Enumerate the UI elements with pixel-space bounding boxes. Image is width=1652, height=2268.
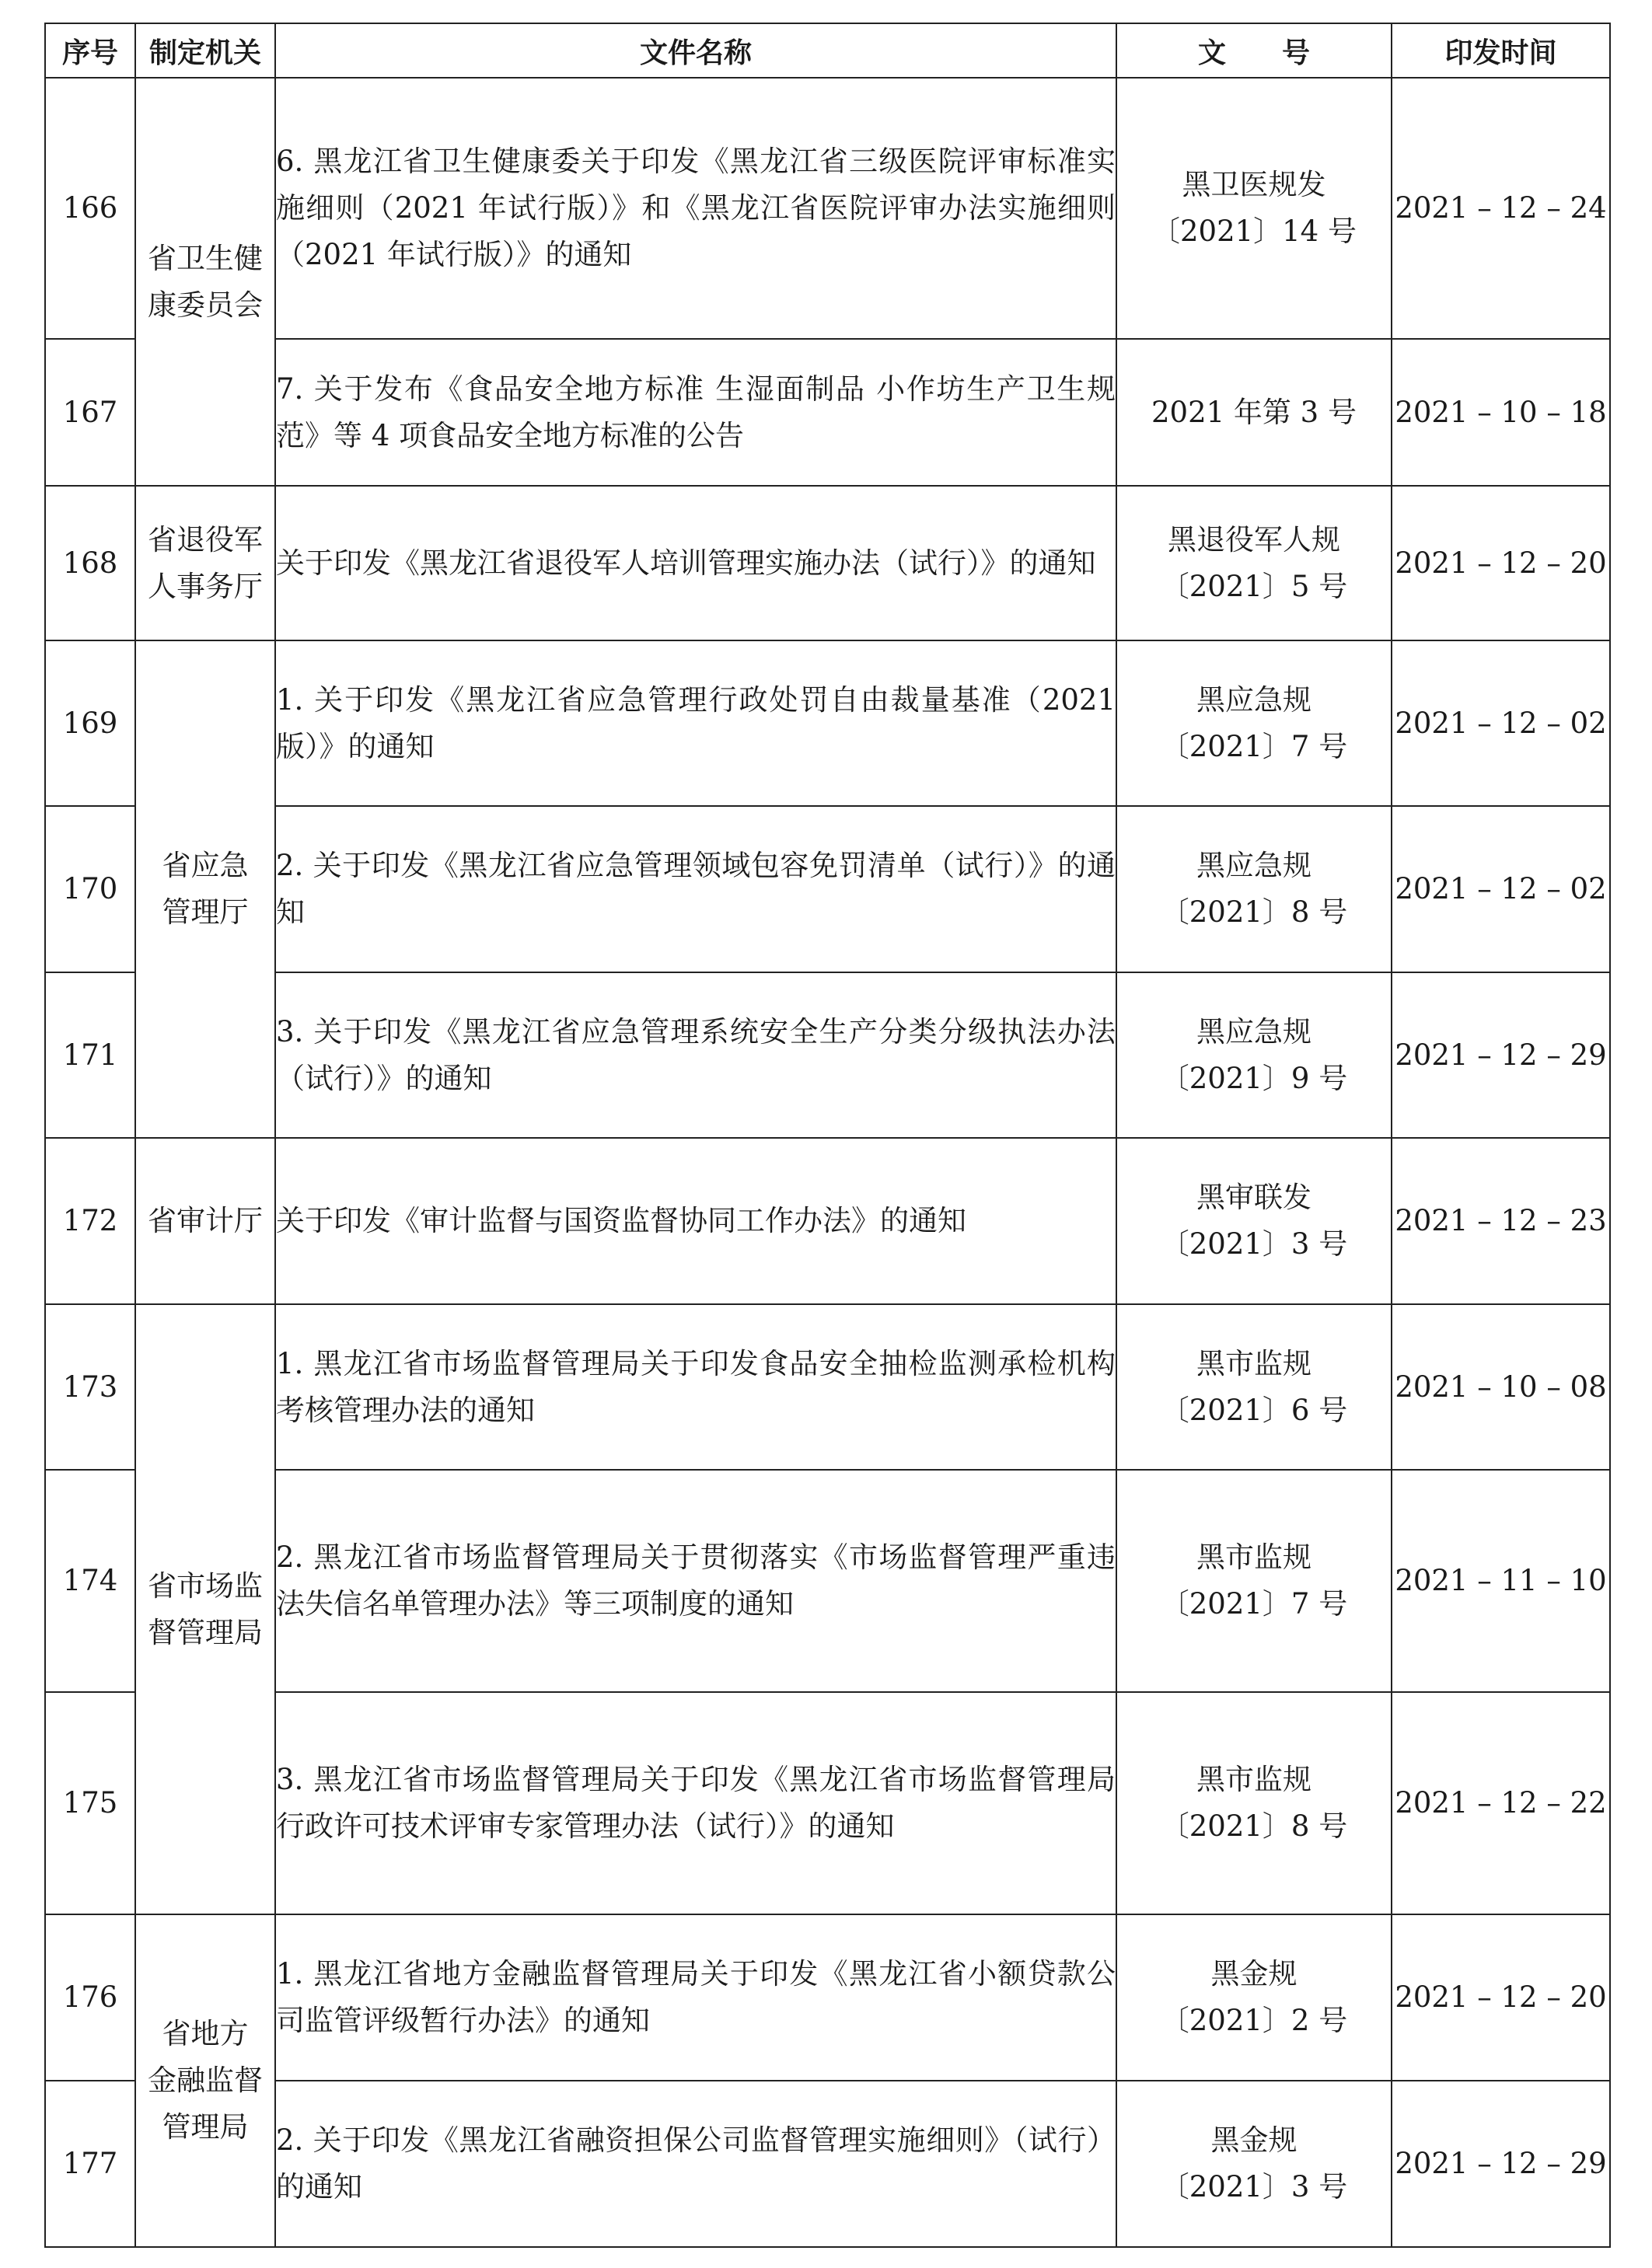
agency-line: 省应急: [162, 849, 249, 882]
doc-number: [1116, 1138, 1392, 1304]
agency-line: 人事务厅: [148, 569, 263, 603]
table-row: [45, 2081, 1610, 2247]
doc-number: [1116, 1914, 1392, 2081]
table-row: [45, 640, 1610, 806]
table-row: [45, 1304, 1610, 1470]
header-agency: 制定机关: [135, 23, 275, 78]
doc-number-line1: 黑金规: [1210, 1957, 1298, 1991]
agency-line: 省审计厅: [148, 1204, 263, 1237]
row-no: 177: [45, 2081, 135, 2247]
issue-date: 2021 – 12 – 24: [1392, 78, 1610, 339]
doc-number-line1: 黑卫医规发: [1182, 168, 1326, 201]
issue-date: 2021 – 12 – 20: [1392, 1914, 1610, 2081]
doc-number-line1: 2021 年第 3 号: [1151, 395, 1357, 429]
row-no: 174: [45, 1470, 135, 1692]
doc-number-line1: 黑应急规: [1196, 682, 1311, 717]
doc-number-line2: 〔2021〕8 号: [1160, 1809, 1348, 1843]
doc-number-line1: 黑审联发: [1196, 1181, 1311, 1214]
header-date: 印发时间: [1392, 23, 1610, 78]
doc-title: 1. 关于印发《黑龙江省应急管理行政处罚自由裁量基准（2021 版）》的通知: [275, 640, 1116, 806]
header-title: 文件名称: [275, 23, 1116, 78]
doc-title: 2. 关于印发《黑龙江省融资担保公司监督管理实施细则》（试行）的通知: [275, 2081, 1116, 2247]
doc-number-line2: 〔2021〕5 号: [1160, 569, 1348, 603]
table-row: [45, 339, 1610, 486]
doc-number: [1116, 972, 1392, 1138]
agency-line: 省地方: [162, 2017, 249, 2050]
table-row: [45, 972, 1610, 1138]
doc-number: [1116, 806, 1392, 972]
row-no: 167: [45, 339, 135, 486]
issue-date: 2021 – 12 – 20: [1392, 486, 1610, 640]
doc-number: [1116, 1692, 1392, 1914]
doc-number: [1116, 2081, 1392, 2247]
table-row: [45, 486, 1610, 640]
issue-date: 2021 – 12 – 02: [1392, 806, 1610, 972]
issue-date: 2021 – 10 – 08: [1392, 1304, 1610, 1470]
doc-number-line2: 〔2021〕14 号: [1151, 215, 1357, 248]
table-row: [45, 1914, 1610, 2081]
doc-number-line1: 黑应急规: [1196, 849, 1311, 882]
agency-line: 省退役军: [148, 522, 263, 557]
agency-cell: [135, 486, 275, 640]
table-row: [45, 78, 1610, 339]
doc-number: [1116, 640, 1392, 806]
doc-number-line2: 〔2021〕7 号: [1160, 1587, 1348, 1621]
issue-date: 2021 – 12 – 29: [1392, 972, 1610, 1138]
doc-number-line1: 黑市监规: [1196, 1540, 1311, 1574]
issue-date: 2021 – 12 – 29: [1392, 2081, 1610, 2247]
agency-line: 省卫生健: [148, 241, 263, 275]
row-no: 168: [45, 486, 135, 640]
issue-date: 2021 – 12 – 02: [1392, 640, 1610, 806]
header-no: 序号: [45, 23, 135, 78]
doc-number-line2: 〔2021〕2 号: [1160, 2004, 1348, 2037]
doc-title: 1. 黑龙江省市场监督管理局关于印发食品安全抽检监测承检机构考核管理办法的通知: [275, 1304, 1116, 1470]
agency-cell: [135, 1304, 275, 1914]
regulation-table: [44, 23, 1611, 2248]
agency-cell: [135, 78, 275, 486]
table-row: [45, 1138, 1610, 1304]
doc-title: 关于印发《黑龙江省退役军人培训管理实施办法（试行）》的通知: [275, 486, 1116, 640]
agency-cell: [135, 1914, 275, 2247]
doc-number-line2: 〔2021〕7 号: [1160, 729, 1348, 763]
agency-line: 省市场监: [148, 1568, 263, 1603]
agency-line: 督管理局: [148, 1615, 263, 1649]
row-no: 173: [45, 1304, 135, 1470]
row-no: 175: [45, 1692, 135, 1914]
doc-title: 1. 黑龙江省地方金融监督管理局关于印发《黑龙江省小额贷款公司监管评级暂行办法》的通知: [275, 1914, 1116, 2081]
doc-number-line1: 黑市监规: [1196, 1763, 1311, 1796]
doc-number-line2: 〔2021〕6 号: [1160, 1393, 1348, 1427]
doc-number: [1116, 78, 1392, 339]
header-row: [45, 23, 1610, 78]
doc-number-line2: 〔2021〕3 号: [1160, 2170, 1348, 2203]
doc-number-line1: 黑应急规: [1196, 1014, 1311, 1049]
doc-number: [1116, 1304, 1392, 1470]
issue-date: 2021 – 12 – 23: [1392, 1138, 1610, 1304]
issue-date: 2021 – 10 – 18: [1392, 339, 1610, 486]
doc-number: [1116, 486, 1392, 640]
doc-number: [1116, 339, 1392, 486]
row-no: 169: [45, 640, 135, 806]
row-no: 172: [45, 1138, 135, 1304]
table-row: [45, 1692, 1610, 1914]
doc-number-line1: 黑金规: [1210, 2123, 1298, 2157]
doc-number-line2: 〔2021〕9 号: [1160, 1061, 1348, 1095]
agency-cell: [135, 1138, 275, 1304]
doc-number-line1: 黑退役军人规: [1168, 522, 1340, 557]
issue-date: 2021 – 11 – 10: [1392, 1470, 1610, 1692]
doc-title: 3. 关于印发《黑龙江省应急管理系统安全生产分类分级执法办法（试行）》的通知: [275, 972, 1116, 1138]
agency-line: 管理局: [162, 2110, 249, 2144]
header-doc-number: 文 号: [1116, 23, 1392, 78]
doc-title: 关于印发《审计监督与国资监督协同工作办法》的通知: [275, 1138, 1116, 1304]
table-row: [45, 806, 1610, 972]
agency-line: 管理厅: [162, 895, 249, 929]
doc-title: 3. 黑龙江省市场监督管理局关于印发《黑龙江省市场监督管理局行政许可技术评审专家管理办法（试行）》的通知: [275, 1692, 1116, 1914]
agency-cell: [135, 640, 275, 1138]
doc-title: 6. 黑龙江省卫生健康委关于印发《黑龙江省三级医院评审标准实施细则（2021 年试行版）》和《黑龙江省医院评审办法实施细则（2021 年试行版）》的通知: [275, 78, 1116, 339]
doc-title: 2. 黑龙江省市场监督管理局关于贯彻落实《市场监督管理严重违法失信名单管理办法》等三项制度的通知: [275, 1470, 1116, 1692]
doc-number-line2: 〔2021〕8 号: [1160, 895, 1348, 929]
row-no: 170: [45, 806, 135, 972]
issue-date: 2021 – 12 – 22: [1392, 1692, 1610, 1914]
table-row: [45, 1470, 1610, 1692]
row-no: 176: [45, 1914, 135, 2081]
agency-line: 康委员会: [148, 288, 263, 322]
row-no: 171: [45, 972, 135, 1138]
doc-number: [1116, 1470, 1392, 1692]
doc-title: 2. 关于印发《黑龙江省应急管理领域包容免罚清单（试行）》的通知: [275, 806, 1116, 972]
agency-line: 金融监督: [148, 2064, 263, 2097]
doc-title: 7. 关于发布《食品安全地方标准 生湿面制品 小作坊生产卫生规范》等 4 项食品安全地方标准的公告: [275, 339, 1116, 486]
doc-number-line2: 〔2021〕3 号: [1160, 1227, 1348, 1261]
row-no: 166: [45, 78, 135, 339]
doc-number-line1: 黑市监规: [1196, 1346, 1311, 1380]
